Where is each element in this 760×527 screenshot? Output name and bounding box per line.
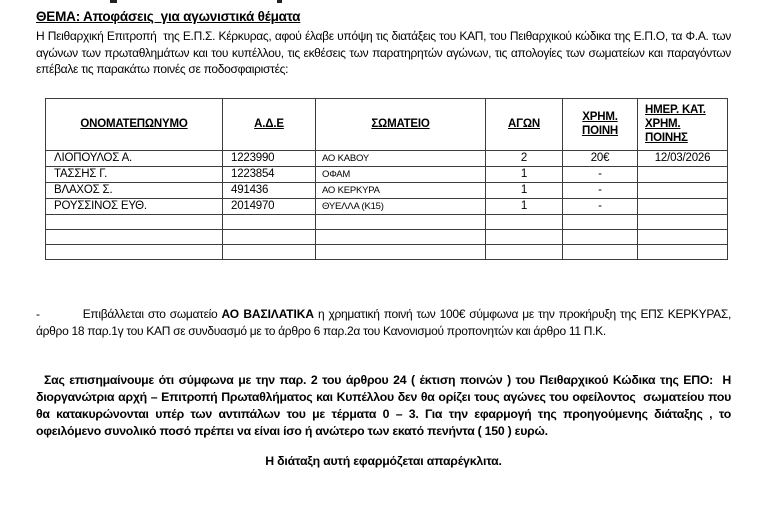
cell-id: 491436 (223, 182, 316, 198)
cell-id (223, 214, 316, 229)
col-header-id: Α.Δ.Ε (223, 98, 316, 150)
cell-club: ΑΟ ΚΕΡΚΥΡΑ (316, 182, 486, 198)
closing-line: Η διάταξη αυτή εφαρμόζεται απαρέγκλιτα. (265, 453, 502, 468)
cell-matches: 2 (486, 150, 563, 166)
col-header-fine-deposit-date: ΗΜΕΡ. ΚΑΤ. ΧΡΗΜ. ΠΟΙΝΗΣ (638, 98, 728, 150)
col-header-matches: ΑΓΩΝ (486, 98, 563, 150)
cell-fine (563, 214, 638, 229)
cell-id (223, 229, 316, 244)
cell-date (638, 214, 728, 229)
cell-club: ΟΦΑΜ (316, 166, 486, 182)
cell-date (638, 229, 728, 244)
penalties-table (45, 98, 728, 260)
cell-fine (563, 244, 638, 259)
page-edge-artifact (277, 0, 282, 3)
cell-club (316, 244, 486, 259)
cell-fine: - (563, 182, 638, 198)
cell-id: 2014970 (223, 198, 316, 214)
cell-fullname (46, 244, 223, 259)
cell-fine (563, 229, 638, 244)
cell-fullname: ΛΙΟΠΟΥΛΟΣ Α. (46, 150, 223, 166)
cell-matches (486, 244, 563, 259)
cell-matches (486, 229, 563, 244)
cell-date (638, 166, 728, 182)
cell-fine: 20€ (563, 150, 638, 166)
cell-fullname: ΒΛΑΧΟΣ Σ. (46, 182, 223, 198)
table-row-empty (46, 244, 728, 259)
cell-club: ΘΥΕΛΛΑ (Κ15) (316, 198, 486, 214)
cell-id: 1223990 (223, 150, 316, 166)
table-row (46, 166, 728, 182)
cell-matches: 1 (486, 198, 563, 214)
table-row (46, 182, 728, 198)
cell-fullname (46, 229, 223, 244)
cell-fine: - (563, 166, 638, 182)
col-header-fullname: ΟΝΟΜΑΤΕΠΩΝΥΜΟ (46, 98, 223, 150)
cell-fullname: ΤΑΣΣΗΣ Γ. (46, 166, 223, 182)
table-row-empty (46, 214, 728, 229)
club-name: ΑΟ ΒΑΣΙΛΑΤΙΚΑ (221, 306, 314, 321)
cell-matches: 1 (486, 182, 563, 198)
cell-date: 12/03/2026 (638, 150, 728, 166)
intro-paragraph: Η Πειθαρχική Επιτροπή της Ε.Π.Σ. Κέρκυρας, αφού έλαβε υπόψη τις διατάξεις του ΚΑΠ, του Πειθαρχικού κώδικα της Ε.Π.Ο, τα Φ.Α. των αγώνων των πρωταθλημάτων και του κυπέλλου, τις εκθέσεις των παρατηρητών αγώνων, τις απολογίες των σωματείων και παραγόντων επέβαλε τις παρακάτω ποινές σε ποδοσφαιριστές: (36, 29, 741, 76)
fine-text-post: η χρηματική ποινή των 100€ σύμφωνα με την προκήρυξη της ΕΠΣ ΚΕΡΚΥΡΑΣ, άρθρο 18 παρ.1γ του ΚΑΠ σε συνδυασμό με το άρθρο 6 παρ.2α του Κανονισμού προπονητών και άρθρο 11 Π.Κ. (36, 306, 735, 338)
cell-date (638, 244, 728, 259)
table-row (46, 198, 728, 214)
page-edge-artifact (110, 0, 117, 3)
notice-paragraph: Σας επισημαίνουμε ότι σύμφωνα με την παρ. 2 του άρθρου 24 ( έκτιση ποινών ) του Πειθαρχικού Κώδικα της ΕΠΟ: Η διοργανώτρια αρχή – Επιτροπή Πρωταθλήματος και Κυπέλλου δεν θα ορίζει τους αγώνες του οφείλοντος σωματείου που θα κατακυρώνονται υπέρ των αντιπάλων του με τέρματα 0 – 3. Για την εφαρμογή της προηγούμενης διάταξης , το οφειλόμενο συνολικό ποσό πρέπει να είναι ίσο ή ανώτερο των εκατό πενήντα ( 150 ) ευρώ. (36, 372, 735, 439)
cell-id (223, 244, 316, 259)
cell-matches (486, 214, 563, 229)
cell-fullname (46, 214, 223, 229)
col-header-club: ΣΩΜΑΤΕΙΟ (316, 98, 486, 150)
cell-date (638, 182, 728, 198)
cell-fine: - (563, 198, 638, 214)
page-title: ΘΕΜΑ: Αποφάσεις για αγωνιστικά θέματα (36, 9, 301, 24)
table-row (46, 150, 728, 166)
cell-date (638, 198, 728, 214)
cell-id: 1223854 (223, 166, 316, 182)
cell-fullname: ΡΟΥΣΣΙΝΟΣ ΕΥΘ. (46, 198, 223, 214)
table-header-row (46, 98, 728, 150)
cell-club: ΑΟ ΚΑΒΟΥ (316, 150, 486, 166)
cell-club (316, 214, 486, 229)
table-row-empty (46, 229, 728, 244)
col-header-monetary-fine: ΧΡΗΜ. ΠΟΙΝΗ (563, 98, 638, 150)
fine-paragraph (36, 306, 735, 340)
cell-club (316, 229, 486, 244)
cell-matches: 1 (486, 166, 563, 182)
fine-text-pre: Επιβάλλεται στο σωματείο (82, 306, 222, 321)
dash-marker: - (36, 306, 40, 321)
